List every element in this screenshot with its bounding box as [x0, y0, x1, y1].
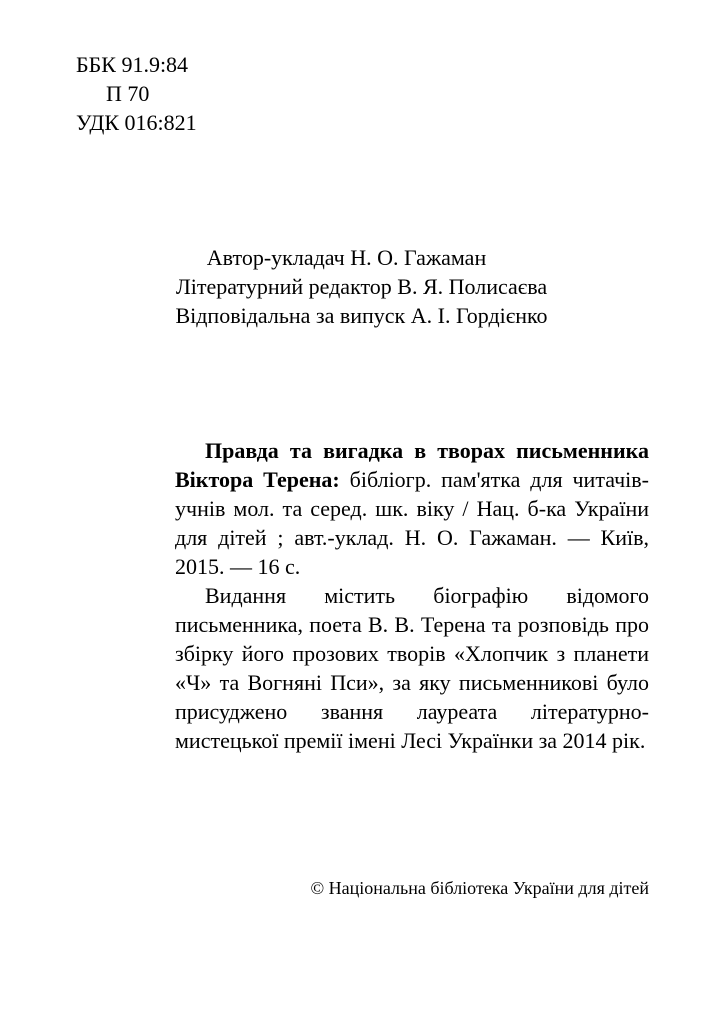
book-description: бібліогр. пам'ятка для читачів-учнів мол. та серед. шк. віку / Нац. б-ка України для дітей ; авт.-уклад. Н. О. Гажаман. — Київ, 2015. — 16 с. — [175, 467, 649, 579]
udk-code: УДК 016:821 — [76, 110, 197, 135]
classification-block — [76, 50, 197, 137]
annotation: Видання містить біографію відомого письменника, поета В. В. Терена та розповідь про збірку його прозових творів «Хлопчик з планети «Ч» та Вогняні Пси», за яку письменникові було присуджено звання лауреата літературно-мистецької премії імені Лесі Українки за 2014 рік. — [175, 583, 649, 753]
copyright-notice: © Національна бібліотека України для дітей — [310, 878, 649, 898]
author-mark: П 70 — [106, 81, 150, 106]
bibliographic-record — [175, 436, 649, 581]
editor-line: Літературний редактор В. Я. Полисаєва — [175, 274, 548, 299]
bbk-code: ББК 91.9:84 — [76, 52, 189, 77]
compiler-line: Автор-укладач Н. О. Гажаман — [206, 245, 487, 270]
credits-block — [0, 243, 723, 330]
bibliographic-block — [175, 436, 649, 755]
book-title: Правда та вигадка в творах письменника Віктора Терена: — [175, 438, 649, 492]
responsible-line: Відповідальна за випуск А. І. Гордієнко — [175, 303, 548, 328]
